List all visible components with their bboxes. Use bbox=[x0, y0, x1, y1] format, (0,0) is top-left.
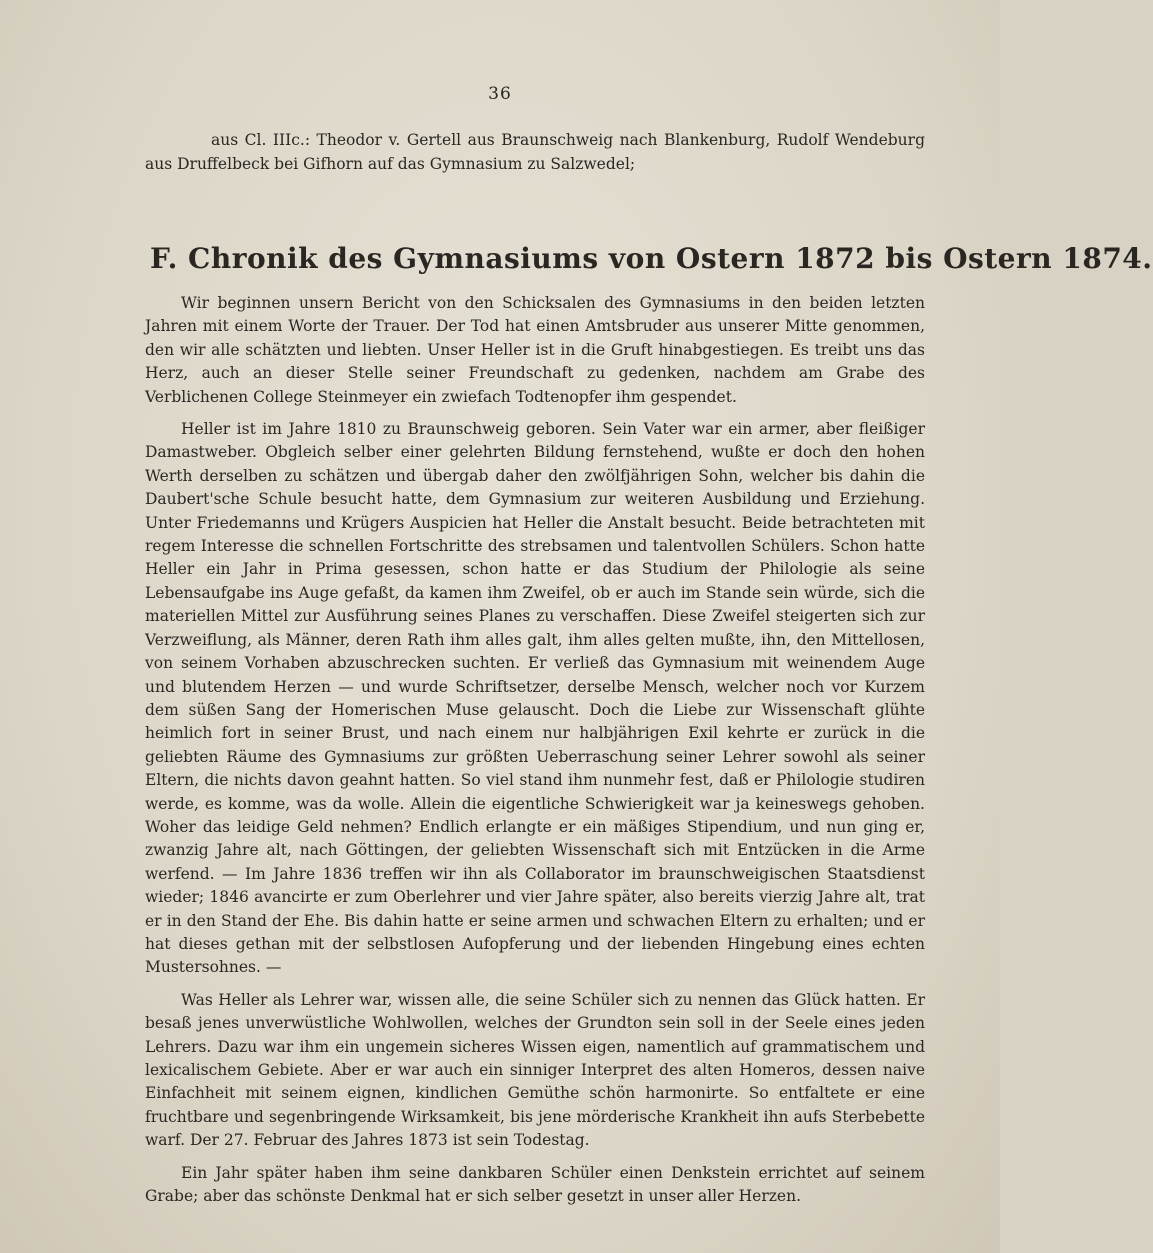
carryover-line: aus Cl. IIIc.: Theodor v. Gertell aus Braunschweig nach Blankenburg, Rudolf Wendeburg aus Druffelbeck bei Gifhorn auf das Gymnasium zu Salzwedel; bbox=[145, 131, 925, 173]
paragraph-1: Wir beginnen unsern Bericht von den Schicksalen des Gymnasiums in den beiden letzten Jahren mit einem Worte der Trauer. Der Tod hat einen Amtsbruder aus unserer Mitte genommen, den wir alle schätzten und liebten. Unser Heller ist in die Gruft hinabgestiegen. Es treibt uns das Herz, auch an dieser Stelle seiner Freundschaft zu gedenken, nachdem am Grabe des Verblichenen College Steinmeyer ein zwiefach Todtenopfer ihm gespendet. bbox=[145, 294, 925, 406]
paragraph-3: Was Heller als Lehrer war, wissen alle, die seine Schüler sich zu nennen das Glück hatten. Er besaß jenes unverwüstliche Wohlwollen, welches der Grundton sein soll in der Seele eines jeden Lehrers. Dazu war ihm ein ungemein sicheres Wissen eigen, namentlich auf grammatischem und lexicalischem Gebiete. Aber er war auch ein sinniger Interpret des alten Homeros, dessen naive Einfachheit mit seinem eignen, kindlichen Gemüthe schön harmonirte. So entfaltete er eine fruchtbare und segenbringende Wirksamkeit, bis jene mörderische Krankheit ihn aufs Sterbebette warf. Der 27. Februar des Jahres 1873 ist sein Todestag. bbox=[145, 990, 925, 1150]
carryover-text bbox=[145, 128, 925, 176]
section-heading: F. Chronik des Gymnasiums von Ostern 1872 bis Ostern 1874. bbox=[150, 242, 1153, 275]
paragraph-2: Heller ist im Jahre 1810 zu Braunschweig geboren. Sein Vater war ein armer, aber fleißiger Damastweber. Obgleich selber einer gelehrten Bildung fernstehend, wußte er doch den hohen Werth derselben zu schätzen und übergab daher den zwölfjährigen Sohn, welcher bis dahin die Daubert'sche Schule besucht hatte, dem Gymnasium zur weiteren Ausbildung und Erziehung. Unter Friedemanns und Krügers Auspicien hat Heller die Anstalt besucht. Beide betrachteten mit regem Interesse die schnellen Fortschritte des strebsamen und talentvollen Schülers. Schon hatte Heller ein Jahr in Prima gesessen, schon hatte er das Studium der Philologie als seine Lebensaufgabe ins Auge gefaßt, da kamen ihm Zweifel, ob er auch im Stande sein würde, sich die materiellen Mittel zur Ausführung seines Planes zu verschaffen. Diese Zweifel steigerten sich zur Verzweiflung, als Männer, deren Rath ihm alles galt, ihm alles gelten mußte, ihn, den Mittellosen, von seinem Vorhaben abzuschrecken suchten. Er verließ das Gymnasium mit weinendem Auge und blutendem Herzen — und wurde Schriftsetzer, derselbe Mensch, welcher noch vor Kurzem dem süßen Sang der Homerischen Muse gelauscht. Doch die Liebe zur Wissenschaft glühte heimlich fort in seiner Brust, und nach einem nur halbjährigen Exil kehrte er zurück in die geliebten Räume des Gymnasiums zur größten Ueberraschung seiner Lehrer sowohl als seiner Eltern, die nichts davon geahnt hatten. So viel stand ihm nunmehr fest, daß er Philologie studiren werde, es komme, was da wolle. Allein die eigentliche Schwierigkeit war ja keineswegs gehoben. Woher das leidige Geld nehmen? Endlich erlangte er ein mäßiges Stipendium, und nun ging er, zwanzig Jahre alt, nach Göttingen, der geliebten Wissenschaft sich mit Entzücken in die Arme werfend. — Im Jahre 1836 treffen wir ihn als Collaborator im braunschweigischen Staatsdienst wieder; 1846 avancirte er zum Oberlehrer und vier Jahre später, also bereits vierzig Jahre alt, trat er in den Stand der Ehe. Bis dahin hatte er seine armen und schwachen Eltern zu erhalten; und er hat dieses gethan mit der selbstlosen Aufopferung und der liebenden Hingebung eines echten Mustersohnes. — bbox=[145, 420, 925, 977]
page-number: 36 bbox=[488, 84, 512, 104]
chronicle-body bbox=[145, 292, 925, 1217]
paragraph-4: Ein Jahr später haben ihm seine dankbaren Schüler einen Denkstein errichtet auf seinem Grabe; aber das schönste Denkmal hat er sich selber gesetzt in unser aller Herzen. bbox=[145, 1163, 925, 1206]
